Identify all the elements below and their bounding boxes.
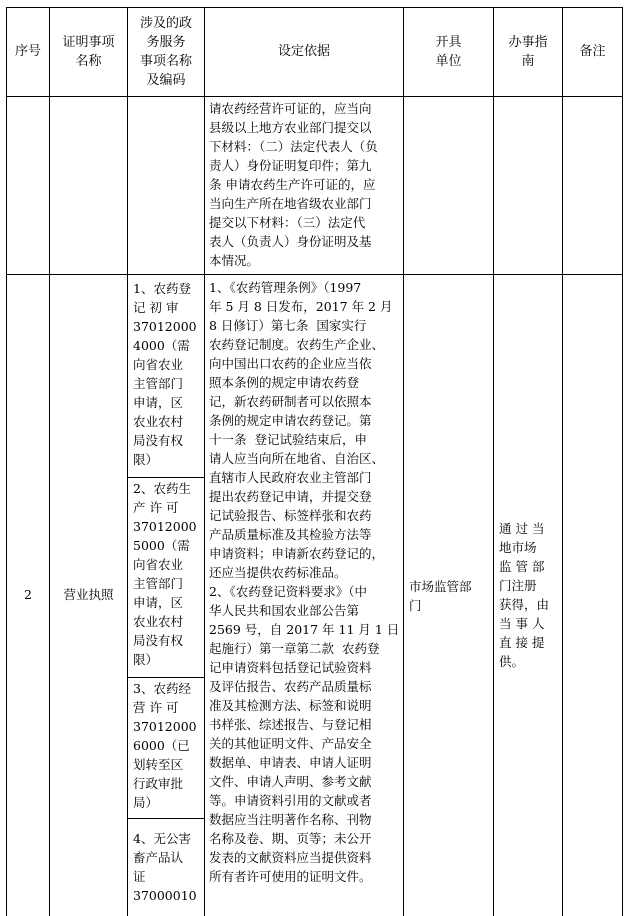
- header-remark: 备注: [579, 44, 606, 59]
- header-seq: 序号: [14, 44, 41, 59]
- header-cert-name: 证明事项 名称: [62, 35, 115, 69]
- header-basis: 设定依据: [277, 44, 330, 59]
- service-item-2: 2、农药生 产 许 可 37012000 5000（需 向省农业 主管部门 申请，区 农业农村 局没有权 限）: [133, 481, 197, 667]
- row2-basis-text: 1、《农药管理条例》（1997 年 5 月 8 日发布，2017 年 2 月 8 日修订）第七条 国家实行 农药登记制度。农药生产企业、 向中国出口农药的企业应当依 照本条例的规定申请农药登 记，新农药研制者可以依照本 条例的规定申请农药登记。第 十一条 登记试验结束后，申 请人应当向所在地省、自治区、 直辖市人民政府农业主管部门 提出农药登记申请，并提交登 记试验报告、标签样张和农药 产品质量标准及其检验方法等 申请资料；申请新农药登记的， 还应当提供农药标准品。 2、《农药登记资料要求》（中 华人民共和国农业部公告第 2569 号，自 2017 年 11 月 1 日 起施行）第一章第二款 农药登 记申请资料包括登记试验资料 及评估报告、农药产品质量标 准及其检测方法、标签和说明 书样张、综述报告、与登记相 关的其他证明文件、产品安全 数据单、申请表、申请人证明 文件、申请人声明、参考文献 等。申请资料引用的文献或者 数据应当注明著作名称、刊物 名称及卷、期、页等；未公开 发表的文献资料应当提供资料 所有者许可使用的证明文件。: [209, 280, 400, 884]
- row2-guide: 通 过 当 地市场 监 管 部 门注册 获得，由 当 事 人 直 接 提 供。: [499, 521, 550, 669]
- header-bottom-border: [6, 96, 623, 97]
- table-right-border: [622, 7, 623, 916]
- row2-issuer: 市场监管部 门: [409, 579, 472, 613]
- column-divider: [204, 7, 205, 916]
- column-divider: [49, 7, 50, 916]
- continuation-basis-text: 请农药经营许可证的，应当向 县级以上地方农业部门提交以 下材料：（二）法定代表人（负 责人）身份证明复印件；第九 条 申请农药生产许可证的，应 当向生产所在地省级农业部门 提交以下材料：（三）法定代 表人（负责人）身份证明及基 本情况。: [209, 101, 378, 268]
- table-left-border: [6, 7, 7, 916]
- row2-seq: 2: [24, 587, 32, 602]
- header-service-items: 涉及的政 务服务 事项名称 及编码: [139, 16, 192, 88]
- column-divider: [493, 7, 494, 916]
- row-separator: [6, 274, 623, 275]
- service-item-separator: [128, 477, 204, 478]
- header-issuer: 开具 单位: [435, 35, 462, 69]
- column-divider: [127, 7, 128, 916]
- service-item-separator: [128, 677, 204, 678]
- service-item-3: 3、农药经 营 许 可 37012000 6000（已 划转至区 行政审批 局）: [133, 681, 197, 810]
- header-guide: 办事指 南: [508, 35, 548, 69]
- column-divider: [403, 7, 404, 916]
- row2-cert-name: 营业执照: [63, 587, 114, 602]
- service-item-1: 1、农药登 记 初 审 37012000 4000（需 向省农业 主管部门 申请，区 农业农村 局没有权 限）: [133, 281, 197, 467]
- service-item-separator: [128, 818, 204, 819]
- column-divider: [562, 7, 563, 916]
- table-top-border: [6, 7, 623, 8]
- service-item-4: 4、无公害 畜产品认 证 37000010: [133, 831, 197, 903]
